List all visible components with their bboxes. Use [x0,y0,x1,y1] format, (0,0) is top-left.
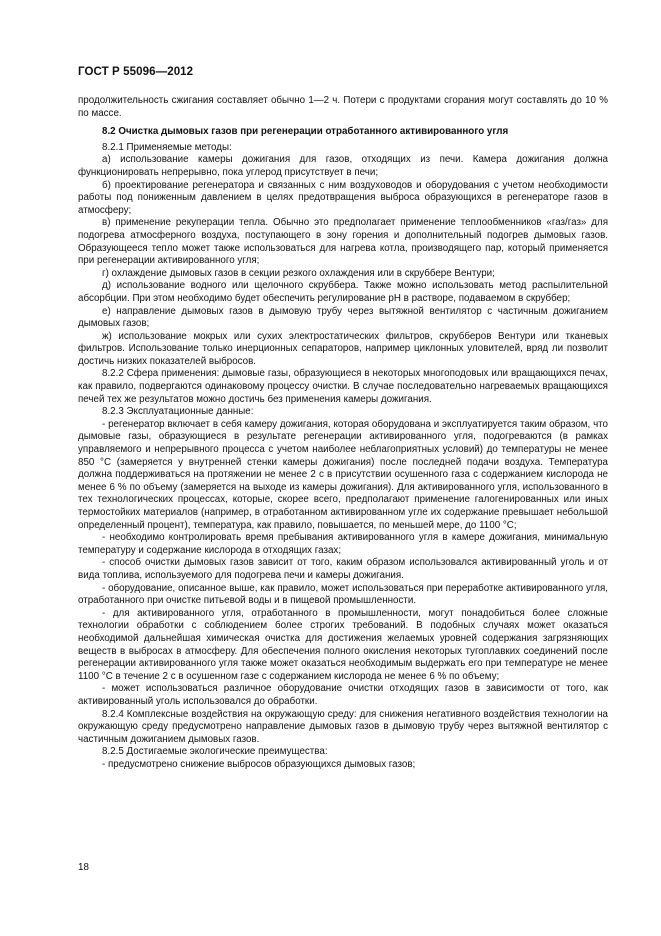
paragraph-continuation: продолжительность сжигания составляет обычно 1—2 ч. Потери с продуктами сгорания могут составлять до 10 % по массе. [78,95,608,119]
paragraph: - регенератор включает в себя камеру дожигания, которая оборудована и эксплуатируется таким образом, что дымовые газы, образующиеся в результате регенерации активированного угля, подогреваются (в рамках управляемого и непрерывного процесса с учетом наиболее неблагоприятных условий) до температуры не менее 850 °С (замеряется у внутренней стенки камеры дожигания) после последней подачи воздуха. Температура должна поддерживаться на протяжении не менее 2 с в присутствии осушенного газа с содержанием кислорода не менее 6 % по объему (замеряется на выходе из камеры дожигания). Для активированного угля, использованного в тех технологических процессах, которые, скорее всего, предполагают применение галогенированных или иных термостойких материалов (например, в отработанном активированном угле их содержание превышает небольшой определенный процент), температура, как правило, повышается, по меньшей мере, до 1100 °С; [78,418,608,531]
section-heading-8-2: 8.2 Очистка дымовых газов при регенерации отработанного активированного угля [102,126,509,138]
page-number: 18 [78,862,89,873]
body-text [78,95,608,771]
paragraph: д) использование водного или щелочного скруббера. Также можно использовать метод распылительной абсорбции. При этом необходимо будет обеспечить регулирование рН в растворе, подаваемом в скруббер; [78,280,608,304]
paragraph: а) использование камеры дожигания для газов, отходящих из печи. Камера дожигания должна функционировать непрерывно, пока углерод присутствует в печи; [78,154,608,178]
paragraph: 8.2.1 Применяемые методы: [102,141,232,153]
paragraph: - предусмотрено снижение выбросов образующихся дымовых газов; [102,758,416,770]
paragraph: - оборудование, описанное выше, как правило, может использоваться при переработке активированного угля, отработанного при очистке питьевой воды и в пищевой промышленности. [78,582,608,607]
paragraph: е) направление дымовых газов в дымовую трубу через вытяжной вентилятор с частичным дожиганием дымовых газов; [78,305,608,330]
paragraph: ж) использование мокрых или сухих электростатических фильтров, скрубберов Вентури или тканевых фильтров. Использование только инерционных сепараторов, например циклонных уловителей, вряд ли позволит достичь низких показателей выбросов. [78,330,608,367]
paragraph: г) охлаждение дымовых газов в секции резкого охлаждения или в скруббере Вентури; [102,267,495,279]
document-header: ГОСТ Р 55096—2012 [78,66,194,78]
paragraph: - способ очистки дымовых газов зависит от того, каким образом использовался активированный уголь и от вида топлива, используемого для подогрева печи и камеры дожигания. [78,557,608,581]
paragraph: 8.2.5 Достигаемые экологические преимущества: [102,746,328,758]
paragraph: - может использоваться различное оборудование очистки отходящих газов в зависимости от того, как активированный уголь использовался до обработки. [78,683,608,707]
paragraph: в) применение рекуперации тепла. Обычно это предполагает применение теплообменников «газ/газ» для подогрева атмосферного воздуха, поступающего в зону горения и дополнительный подогрев дымовых газов. Образующееся тепло может также использоваться для нагрева котла, производящего пар, который применяется при регенерации активированного угля; [78,217,608,267]
paragraph: 8.2.4 Комплексные воздействия на окружающую среду: для снижения негативного воздействия технологии на окружающую среду предусмотрено направление дымовых газов в дымовую трубу через вытяжной вентилятор с частичным дожиганием дымовых газов. [78,708,608,745]
paragraph: - для активированного угля, отработанного в промышленности, могут понадобиться более сложные технологии обработки с соблюдением более строгих требований. В подобных случаях может оказаться необходимой дальнейшая химическая очистка для достижения желаемых уровней содержания загрязняющих веществ в выбросах в атмосферу. Для обеспечения полного окисления некоторых тугоплавких соединений после регенерации активированного угля также может оказаться необходимым выдержать его при температуре не менее 1100 °С в течение 2 с в осушенном газе с содержанием кислорода не менее 6 % по объему; [78,607,608,682]
paragraph: - необходимо контролировать время пребывания активированного угля в камере дожигания, минимальную температуру и содержание кислорода в отходящих газах; [78,532,608,556]
paragraph: 8.2.3 Эксплуатационные данные: [102,406,254,418]
paragraph: 8.2.2 Сфера применения: дымовые газы, образующиеся в некоторых многоподовых или вращающихся печах, как правило, подвергаются одинаковому процессу очистки. В случае последовательно нагреваемых вращающихся печей тех же результатов можно достичь без применения камеры дожигания. [78,368,608,405]
paragraph: б) проектирование регенератора и связанных с ним воздуховодов и оборудования с учетом необходимости работы под пониженным давлением в целях предотвращения выброса образующихся в регенераторе газов в атмосферу; [78,179,608,216]
